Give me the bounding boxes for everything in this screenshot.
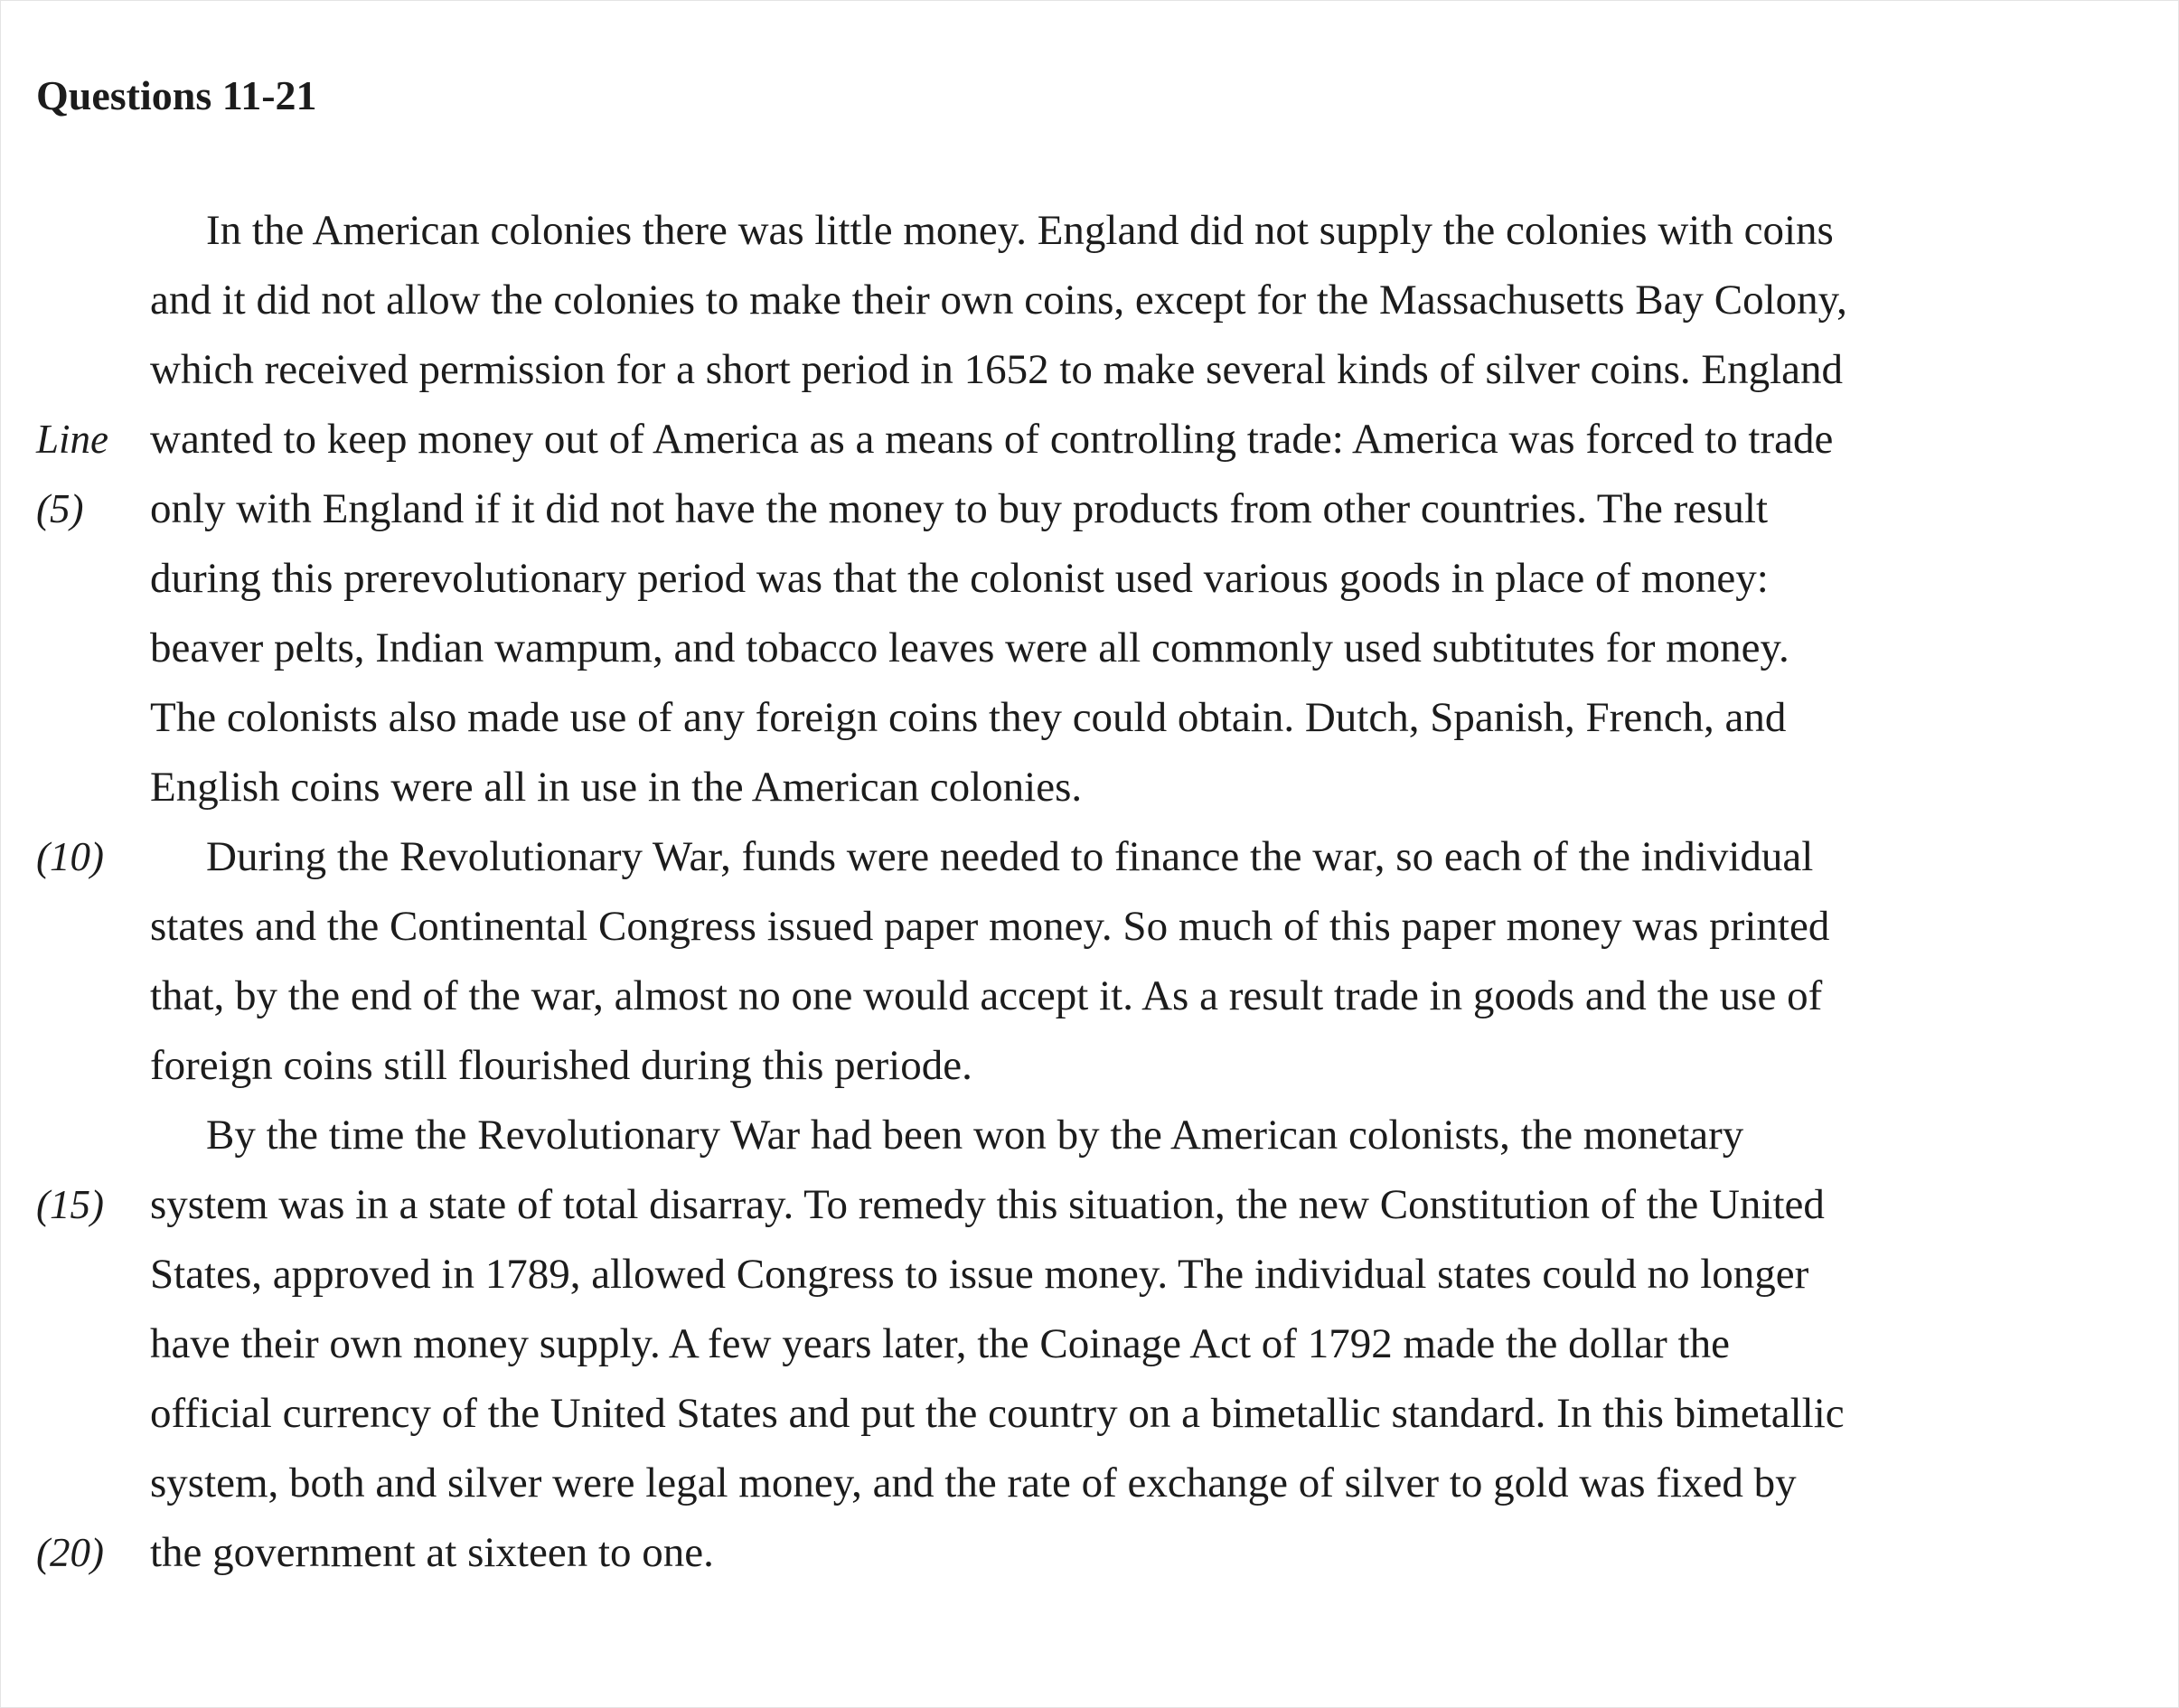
- reading-passage: [0, 203, 2179, 1595]
- line-number-5: (5): [36, 486, 84, 531]
- passage-line: [0, 1178, 2179, 1247]
- passage-line: [0, 621, 2179, 690]
- passage-line-text: official currency of the United States and put the country on a bimetallic standard. In this bimetallic: [150, 1390, 1845, 1437]
- passage-line: [0, 1525, 2179, 1595]
- passage-line-text: and it did not allow the colonies to make their own coins, except for the Massachusetts Bay Colony,: [150, 277, 1847, 324]
- passage-line-text: which received permission for a short period in 1652 to make several kinds of silver coins. England: [150, 346, 1844, 393]
- passage-line-text: system was in a state of total disarray. To remedy this situation, the new Constitution of the United: [150, 1181, 1825, 1228]
- passage-line-text: States, approved in 1789, allowed Congress to issue money. The individual states could no longer: [150, 1251, 1809, 1298]
- passage-line: [0, 1108, 2179, 1178]
- passage-line-text: During the Revolutionary War, funds were needed to finance the war, so each of the individual: [206, 833, 1814, 880]
- passage-line: [0, 273, 2179, 343]
- passage-line-text: only with England if it did not have the money to buy products from other countries. The result: [150, 485, 1769, 532]
- passage-line: [0, 203, 2179, 273]
- line-number-15: (15): [36, 1182, 104, 1227]
- passage-line: [0, 1317, 2179, 1386]
- passage-line: [0, 1247, 2179, 1317]
- passage-line-text: By the time the Revolutionary War had been won by the American colonists, the monetary: [206, 1112, 1744, 1159]
- passage-line-text: English coins were all in use in the American colonies.: [150, 764, 1083, 811]
- passage-line: [0, 1456, 2179, 1525]
- questions-heading: Questions 11-21: [36, 72, 317, 118]
- passage-line-text: system, both and silver were legal money, and the rate of exchange of silver to gold was fixed by: [150, 1459, 1797, 1506]
- passage-line: [0, 551, 2179, 621]
- passage-line-text: beaver pelts, Indian wampum, and tobacco leaves were all commonly used subtitutes for money.: [150, 624, 1789, 671]
- passage-line-text: during this prerevolutionary period was that the colonist used various goods in place of money:: [150, 555, 1769, 602]
- passage-line-text: that, by the end of the war, almost no one would accept it. As a result trade in goods and the use of: [150, 972, 1823, 1019]
- passage-line: [0, 969, 2179, 1038]
- passage-line-text: states and the Continental Congress issued paper money. So much of this paper money was printed: [150, 903, 1830, 950]
- line-label: Line: [36, 417, 109, 462]
- passage-line: [0, 830, 2179, 899]
- line-number-10: (10): [36, 834, 104, 879]
- passage-line-text: In the American colonies there was little money. England did not supply the colonies with coins: [206, 207, 1834, 254]
- passage-line: [0, 1038, 2179, 1108]
- passage-line-text: foreign coins still flourished during this periode.: [150, 1042, 972, 1089]
- passage-line: [0, 690, 2179, 760]
- passage-line: [0, 1386, 2179, 1456]
- passage-line-text: have their own money supply. A few years later, the Coinage Act of 1792 made the dollar the: [150, 1320, 1730, 1367]
- passage-line: [0, 482, 2179, 551]
- passage-line: [0, 343, 2179, 412]
- passage-line: [0, 412, 2179, 482]
- passage-line: [0, 760, 2179, 830]
- passage-line-text: the government at sixteen to one.: [150, 1529, 714, 1576]
- passage-line-text: The colonists also made use of any foreign coins they could obtain. Dutch, Spanish, French, and: [150, 694, 1787, 741]
- passage-line: [0, 899, 2179, 969]
- passage-line-text: wanted to keep money out of America as a means of controlling trade: America was forced to trade: [150, 416, 1834, 463]
- line-number-20: (20): [36, 1530, 104, 1575]
